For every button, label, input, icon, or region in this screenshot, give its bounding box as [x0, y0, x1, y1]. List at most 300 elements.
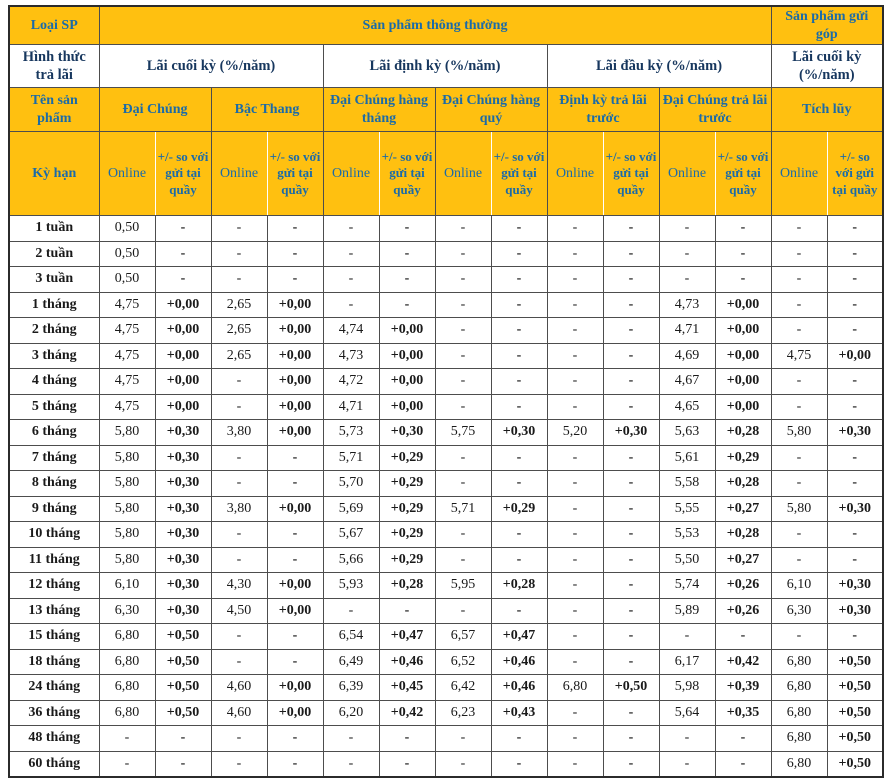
table-row — [9, 343, 883, 369]
table-row — [9, 726, 883, 752]
diff-value-cell: - — [603, 343, 659, 369]
online-rate-cell: 6,80 — [771, 726, 827, 752]
diff-value-cell: - — [155, 216, 211, 242]
diff-value-cell: - — [155, 267, 211, 293]
diff-value-cell: +0,46 — [491, 649, 547, 675]
diff-value-cell: - — [827, 241, 883, 267]
online-rate-cell: - — [323, 598, 379, 624]
online-rate-cell: - — [547, 751, 603, 777]
online-rate-cell: - — [323, 751, 379, 777]
online-rate-cell: 5,98 — [659, 675, 715, 701]
online-rate-cell: - — [547, 624, 603, 650]
diff-value-cell: - — [603, 369, 659, 395]
online-rate-cell: - — [323, 241, 379, 267]
diff-value-cell: - — [379, 726, 435, 752]
diff-value-cell: +0,47 — [379, 624, 435, 650]
diff-value-cell: - — [491, 343, 547, 369]
diff-value-cell: +0,30 — [155, 547, 211, 573]
diff-value-cell: - — [267, 649, 323, 675]
diff-value-cell: +0,00 — [715, 292, 771, 318]
diff-value-cell: +0,30 — [155, 598, 211, 624]
online-rate-cell: - — [435, 726, 491, 752]
diff-value-cell: - — [827, 522, 883, 548]
diff-value-cell: - — [267, 445, 323, 471]
diff-value-cell: +0,29 — [379, 445, 435, 471]
table-row — [9, 675, 883, 701]
online-rate-cell: - — [211, 267, 267, 293]
diff-value-cell: +0,30 — [155, 573, 211, 599]
online-rate-cell: - — [211, 726, 267, 752]
diff-value-cell: - — [715, 267, 771, 293]
diff-value-cell: +0,00 — [155, 394, 211, 420]
table-row — [9, 624, 883, 650]
diff-value-cell: - — [715, 726, 771, 752]
product-dai-chung-tra-lai-truoc: Đại Chúng trả lãi trước — [659, 88, 771, 132]
diff-value-cell: +0,30 — [155, 522, 211, 548]
diff-value-cell: +0,29 — [379, 522, 435, 548]
table-row — [9, 547, 883, 573]
header-row-interest-form — [9, 45, 883, 88]
online-rate-cell: 5,58 — [659, 471, 715, 497]
diff-value-cell: +0,00 — [715, 343, 771, 369]
diff-value-cell: +0,46 — [379, 649, 435, 675]
online-rate-cell: 6,80 — [771, 700, 827, 726]
online-rate-cell: - — [211, 445, 267, 471]
diff-value-cell: +0,29 — [379, 496, 435, 522]
online-rate-cell: - — [547, 241, 603, 267]
term-cell: 18 tháng — [9, 649, 99, 675]
diff-value-cell: +0,50 — [827, 751, 883, 777]
online-rate-cell: - — [771, 624, 827, 650]
diff-value-cell: - — [603, 292, 659, 318]
online-rate-cell: - — [323, 216, 379, 242]
diff-value-cell: +0,30 — [155, 471, 211, 497]
online-rate-cell: 0,50 — [99, 216, 155, 242]
online-rate-cell: - — [211, 649, 267, 675]
diff-value-cell: +0,50 — [827, 649, 883, 675]
table-row — [9, 394, 883, 420]
online-rate-cell: 6,10 — [771, 573, 827, 599]
online-rate-cell: 6,39 — [323, 675, 379, 701]
diff-value-cell: +0,00 — [379, 343, 435, 369]
diff-value-cell: +0,30 — [491, 420, 547, 446]
online-rate-cell: 4,65 — [659, 394, 715, 420]
term-cell: 4 tháng — [9, 369, 99, 395]
table-row — [9, 522, 883, 548]
diff-value-cell: - — [715, 624, 771, 650]
online-rate-cell: 5,70 — [323, 471, 379, 497]
diff-value-cell: - — [379, 292, 435, 318]
diff-value-cell: - — [491, 216, 547, 242]
diff-vs-counter-header: +/- so với gửi tại quầy — [715, 132, 771, 216]
product-tich-luy: Tích lũy — [771, 88, 883, 132]
online-rate-cell: - — [435, 216, 491, 242]
diff-value-cell: +0,42 — [379, 700, 435, 726]
online-rate-cell: 5,75 — [435, 420, 491, 446]
diff-value-cell: +0,47 — [491, 624, 547, 650]
online-rate-cell: 3,80 — [211, 420, 267, 446]
diff-value-cell: +0,00 — [155, 343, 211, 369]
online-rate-cell: 4,75 — [99, 369, 155, 395]
online-rate-cell: - — [211, 216, 267, 242]
term-cell: 3 tuần — [9, 267, 99, 293]
term-cell: 15 tháng — [9, 624, 99, 650]
online-rate-cell: 6,57 — [435, 624, 491, 650]
online-rate-cell: 6,42 — [435, 675, 491, 701]
diff-value-cell: +0,50 — [827, 700, 883, 726]
table-row — [9, 649, 883, 675]
diff-value-cell: +0,00 — [155, 318, 211, 344]
diff-value-cell: - — [603, 445, 659, 471]
savings-end-of-term-interest-header: Lãi cuối kỳ (%/năm) — [771, 45, 883, 88]
diff-value-cell: +0,30 — [155, 445, 211, 471]
diff-value-cell: +0,27 — [715, 496, 771, 522]
diff-value-cell: - — [715, 751, 771, 777]
diff-value-cell: +0,00 — [267, 318, 323, 344]
online-rate-cell: 4,74 — [323, 318, 379, 344]
online-rate-cell: - — [435, 241, 491, 267]
diff-value-cell: +0,50 — [155, 700, 211, 726]
online-rate-cell: 0,50 — [99, 267, 155, 293]
term-cell: 36 tháng — [9, 700, 99, 726]
diff-value-cell: +0,30 — [827, 420, 883, 446]
diff-value-cell: - — [603, 573, 659, 599]
online-rate-cell: - — [211, 471, 267, 497]
diff-value-cell: +0,46 — [491, 675, 547, 701]
online-rate-cell: - — [771, 471, 827, 497]
term-cell: 2 tháng — [9, 318, 99, 344]
diff-value-cell: - — [603, 496, 659, 522]
term-cell: 11 tháng — [9, 547, 99, 573]
diff-vs-counter-header: +/- so với gửi tại quầy — [379, 132, 435, 216]
online-rate-cell: 5,53 — [659, 522, 715, 548]
online-rate-cell: 4,30 — [211, 573, 267, 599]
diff-value-cell: +0,50 — [155, 675, 211, 701]
online-rate-cell: 6,80 — [771, 649, 827, 675]
diff-vs-counter-header: +/- so với gửi tại quầy — [827, 132, 883, 216]
online-rate-cell: 5,80 — [99, 496, 155, 522]
diff-value-cell: - — [603, 267, 659, 293]
diff-value-cell: - — [603, 318, 659, 344]
online-rate-cell: - — [771, 267, 827, 293]
product-name-label: Tên sản phẩm — [9, 88, 99, 132]
online-rate-cell: - — [211, 394, 267, 420]
online-rate-cell: 5,50 — [659, 547, 715, 573]
table-row — [9, 445, 883, 471]
diff-value-cell: - — [379, 598, 435, 624]
term-cell: 13 tháng — [9, 598, 99, 624]
online-rate-cell: 6,17 — [659, 649, 715, 675]
diff-value-cell: +0,00 — [267, 598, 323, 624]
diff-value-cell: +0,00 — [267, 700, 323, 726]
online-rate-cell: 4,60 — [211, 700, 267, 726]
diff-value-cell: +0,00 — [267, 292, 323, 318]
online-rate-cell: - — [659, 267, 715, 293]
diff-vs-counter-header: +/- so với gửi tại quầy — [603, 132, 659, 216]
diff-value-cell: +0,50 — [155, 624, 211, 650]
diff-value-cell: - — [491, 598, 547, 624]
online-rate-cell: - — [435, 445, 491, 471]
diff-value-cell: - — [827, 267, 883, 293]
diff-value-cell: +0,00 — [379, 318, 435, 344]
diff-value-cell: +0,00 — [715, 394, 771, 420]
diff-value-cell: - — [603, 726, 659, 752]
diff-value-cell: +0,30 — [827, 496, 883, 522]
online-rate-cell: - — [211, 751, 267, 777]
online-rate-cell: 2,65 — [211, 318, 267, 344]
diff-vs-counter-header: +/- so với gửi tại quầy — [267, 132, 323, 216]
online-rate-cell: - — [547, 216, 603, 242]
diff-value-cell: +0,39 — [715, 675, 771, 701]
normal-products-header: Sản phẩm thông thường — [99, 6, 771, 45]
diff-vs-counter-header: +/- so với gửi tại quầy — [155, 132, 211, 216]
table-row — [9, 241, 883, 267]
online-rate-cell: - — [771, 445, 827, 471]
diff-value-cell: +0,28 — [379, 573, 435, 599]
online-rate-cell: - — [771, 318, 827, 344]
diff-value-cell: - — [491, 241, 547, 267]
online-rate-cell: - — [211, 522, 267, 548]
term-cell: 6 tháng — [9, 420, 99, 446]
diff-value-cell: - — [827, 471, 883, 497]
online-rate-cell: - — [323, 726, 379, 752]
online-rate-cell: 3,80 — [211, 496, 267, 522]
online-rate-cell: - — [547, 369, 603, 395]
diff-value-cell: - — [603, 394, 659, 420]
online-rate-cell: 4,75 — [771, 343, 827, 369]
online-rate-cell: - — [659, 751, 715, 777]
product-dai-chung: Đại Chúng — [99, 88, 211, 132]
diff-value-cell: - — [827, 547, 883, 573]
term-cell: 60 tháng — [9, 751, 99, 777]
online-rate-cell: - — [659, 624, 715, 650]
diff-vs-counter-header: +/- so với gửi tại quầy — [491, 132, 547, 216]
online-rate-cell: 4,71 — [323, 394, 379, 420]
online-rate-cell: - — [435, 318, 491, 344]
online-rate-cell: 5,66 — [323, 547, 379, 573]
online-rate-cell: 5,55 — [659, 496, 715, 522]
online-rate-cell: - — [547, 547, 603, 573]
online-header: Online — [771, 132, 827, 216]
table-row — [9, 471, 883, 497]
online-header: Online — [211, 132, 267, 216]
diff-value-cell: +0,29 — [491, 496, 547, 522]
online-rate-cell: 6,80 — [99, 649, 155, 675]
online-rate-cell: 6,80 — [547, 675, 603, 701]
online-rate-cell: - — [435, 751, 491, 777]
header-row-product-name — [9, 88, 883, 132]
online-rate-cell: 5,80 — [99, 471, 155, 497]
diff-value-cell: - — [603, 216, 659, 242]
online-rate-cell: 6,80 — [99, 700, 155, 726]
online-rate-cell: 6,10 — [99, 573, 155, 599]
online-header: Online — [323, 132, 379, 216]
diff-value-cell: +0,26 — [715, 598, 771, 624]
diff-value-cell: +0,00 — [379, 369, 435, 395]
product-type-label: Loại SP — [9, 6, 99, 45]
diff-value-cell: - — [491, 547, 547, 573]
table-row — [9, 318, 883, 344]
periodic-interest-header: Lãi định kỳ (%/năm) — [323, 45, 547, 88]
online-rate-cell: 6,30 — [99, 598, 155, 624]
online-rate-cell: 6,80 — [771, 751, 827, 777]
diff-value-cell: - — [827, 394, 883, 420]
online-rate-cell: 0,50 — [99, 241, 155, 267]
diff-value-cell: +0,00 — [715, 369, 771, 395]
online-rate-cell: 4,75 — [99, 343, 155, 369]
diff-value-cell: - — [603, 598, 659, 624]
online-rate-cell: - — [211, 241, 267, 267]
diff-value-cell: +0,29 — [379, 547, 435, 573]
diff-value-cell: +0,00 — [715, 318, 771, 344]
term-cell: 2 tuần — [9, 241, 99, 267]
online-rate-cell: - — [547, 726, 603, 752]
online-rate-cell: 6,23 — [435, 700, 491, 726]
online-rate-cell: 6,80 — [771, 675, 827, 701]
diff-value-cell: - — [603, 624, 659, 650]
online-rate-cell: 5,20 — [547, 420, 603, 446]
diff-value-cell: +0,43 — [491, 700, 547, 726]
diff-value-cell: +0,00 — [267, 675, 323, 701]
online-rate-cell: 5,95 — [435, 573, 491, 599]
diff-value-cell: - — [267, 216, 323, 242]
diff-value-cell: - — [603, 547, 659, 573]
diff-value-cell: - — [827, 624, 883, 650]
online-rate-cell: 5,71 — [435, 496, 491, 522]
term-cell: 12 tháng — [9, 573, 99, 599]
table-row — [9, 267, 883, 293]
diff-value-cell: +0,50 — [827, 675, 883, 701]
diff-value-cell: - — [267, 624, 323, 650]
online-header: Online — [547, 132, 603, 216]
diff-value-cell: - — [379, 241, 435, 267]
online-rate-cell: - — [547, 445, 603, 471]
online-rate-cell: 2,65 — [211, 292, 267, 318]
diff-value-cell: - — [267, 751, 323, 777]
online-rate-cell: - — [99, 726, 155, 752]
table-row — [9, 420, 883, 446]
term-cell: 3 tháng — [9, 343, 99, 369]
upfront-interest-header: Lãi đầu kỳ (%/năm) — [547, 45, 771, 88]
diff-value-cell: - — [603, 751, 659, 777]
online-rate-cell: 4,72 — [323, 369, 379, 395]
online-rate-cell: 5,80 — [771, 496, 827, 522]
online-rate-cell: 5,67 — [323, 522, 379, 548]
online-rate-cell: 4,75 — [99, 292, 155, 318]
diff-value-cell: - — [267, 547, 323, 573]
online-rate-cell: 4,75 — [99, 394, 155, 420]
diff-value-cell: - — [603, 471, 659, 497]
diff-value-cell: +0,00 — [155, 292, 211, 318]
online-rate-cell: 4,67 — [659, 369, 715, 395]
table-row — [9, 369, 883, 395]
table-row — [9, 598, 883, 624]
online-rate-cell: 6,80 — [99, 675, 155, 701]
online-rate-cell: 5,80 — [99, 547, 155, 573]
online-rate-cell: - — [435, 369, 491, 395]
interest-rate-table — [8, 5, 884, 778]
online-rate-cell: 5,80 — [99, 522, 155, 548]
online-header: Online — [99, 132, 155, 216]
diff-value-cell: +0,35 — [715, 700, 771, 726]
term-cell: 7 tháng — [9, 445, 99, 471]
online-rate-cell: - — [211, 547, 267, 573]
diff-value-cell: +0,30 — [603, 420, 659, 446]
online-rate-cell: 5,93 — [323, 573, 379, 599]
diff-value-cell: +0,30 — [827, 573, 883, 599]
product-bac-thang: Bậc Thang — [211, 88, 323, 132]
product-dinh-ky-tra-lai-truoc: Định kỳ trả lãi trước — [547, 88, 659, 132]
online-rate-cell: - — [771, 369, 827, 395]
diff-value-cell: +0,28 — [715, 471, 771, 497]
diff-value-cell: +0,00 — [267, 369, 323, 395]
diff-value-cell: - — [603, 522, 659, 548]
diff-value-cell: - — [491, 445, 547, 471]
online-rate-cell: - — [771, 522, 827, 548]
diff-value-cell: - — [603, 700, 659, 726]
online-rate-cell: - — [435, 547, 491, 573]
diff-value-cell: - — [827, 369, 883, 395]
diff-value-cell: - — [491, 292, 547, 318]
diff-value-cell: - — [155, 241, 211, 267]
online-rate-cell: - — [323, 267, 379, 293]
online-rate-cell: 6,52 — [435, 649, 491, 675]
header-row-product-type — [9, 6, 883, 45]
table-header — [9, 6, 883, 216]
online-rate-cell: - — [547, 522, 603, 548]
diff-value-cell: - — [155, 726, 211, 752]
online-header: Online — [435, 132, 491, 216]
end-of-term-interest-header: Lãi cuối kỳ (%/năm) — [99, 45, 323, 88]
online-rate-cell: - — [435, 522, 491, 548]
diff-value-cell: - — [491, 394, 547, 420]
diff-value-cell: +0,28 — [715, 522, 771, 548]
table-row — [9, 496, 883, 522]
online-rate-cell: 5,80 — [99, 445, 155, 471]
term-cell: 9 tháng — [9, 496, 99, 522]
online-rate-cell: - — [435, 267, 491, 293]
online-rate-cell: - — [547, 318, 603, 344]
diff-value-cell: +0,30 — [379, 420, 435, 446]
diff-value-cell: +0,30 — [155, 496, 211, 522]
online-rate-cell: - — [771, 547, 827, 573]
diff-value-cell: +0,26 — [715, 573, 771, 599]
diff-value-cell: +0,00 — [267, 394, 323, 420]
online-rate-cell: 6,54 — [323, 624, 379, 650]
online-rate-cell: - — [547, 496, 603, 522]
online-header: Online — [659, 132, 715, 216]
diff-value-cell: +0,00 — [267, 420, 323, 446]
online-rate-cell: - — [547, 649, 603, 675]
diff-value-cell: - — [491, 726, 547, 752]
term-cell: 48 tháng — [9, 726, 99, 752]
online-rate-cell: - — [771, 216, 827, 242]
diff-value-cell: +0,27 — [715, 547, 771, 573]
diff-value-cell: - — [827, 216, 883, 242]
online-rate-cell: 4,73 — [659, 292, 715, 318]
table-row — [9, 751, 883, 777]
term-cell: 10 tháng — [9, 522, 99, 548]
diff-value-cell: +0,00 — [267, 573, 323, 599]
online-rate-cell: - — [547, 394, 603, 420]
table-row — [9, 573, 883, 599]
table-row — [9, 292, 883, 318]
online-rate-cell: 5,71 — [323, 445, 379, 471]
diff-value-cell: - — [491, 267, 547, 293]
diff-value-cell: - — [379, 267, 435, 293]
online-rate-cell: - — [99, 751, 155, 777]
diff-value-cell: - — [267, 267, 323, 293]
